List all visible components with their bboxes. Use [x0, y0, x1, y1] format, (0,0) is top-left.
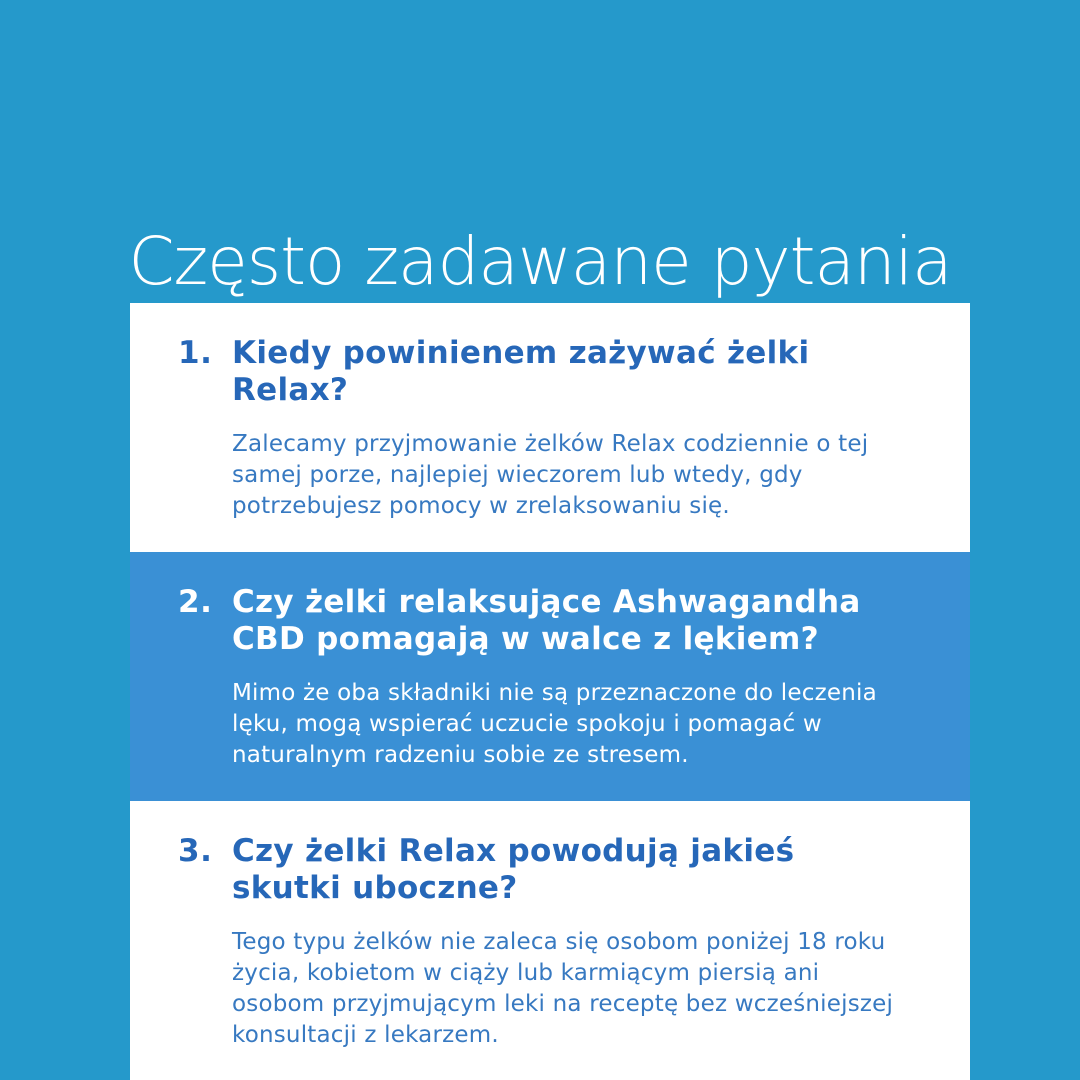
faq-card-list [130, 303, 970, 1080]
answer-text: Mimo że oba składniki nie są przeznaczone do leczenia lęku, mogą wspierać uczucie spokoju i pomagać w naturalnym radzeniu sobie ze stresem. [232, 680, 877, 768]
page-title: Często zadawane pytania [128, 223, 952, 301]
faq-card [130, 303, 970, 552]
answer-text: Zalecamy przyjmowanie żelków Relax codziennie o tej samej porze, najlepiej wieczorem lub wtedy, gdy potrzebujesz pomocy w zrelaksowaniu się. [232, 431, 869, 519]
question-row [178, 833, 908, 907]
question-title: Czy żelki Relax powodują jakieś skutki uboczne? [232, 833, 795, 906]
question-number: 1. [178, 335, 213, 371]
question-row [178, 335, 908, 409]
question-row [178, 584, 908, 658]
faq-card [130, 552, 970, 801]
question-number: 3. [178, 833, 213, 869]
faq-card [130, 801, 970, 1080]
question-number: 2. [178, 584, 213, 620]
question-title: Czy żelki relaksujące Ashwagandha CBD pomagają w walce z lękiem? [232, 584, 861, 657]
question-title: Kiedy powinienem zażywać żelki Relax? [232, 335, 810, 408]
answer-text: Tego typu żelków nie zaleca się osobom poniżej 18 roku życia, kobietom w ciąży lub karmiącym piersią ani osobom przyjmującym leki na receptę bez wcześniejszej konsultacji z lekarzem. [232, 929, 894, 1048]
